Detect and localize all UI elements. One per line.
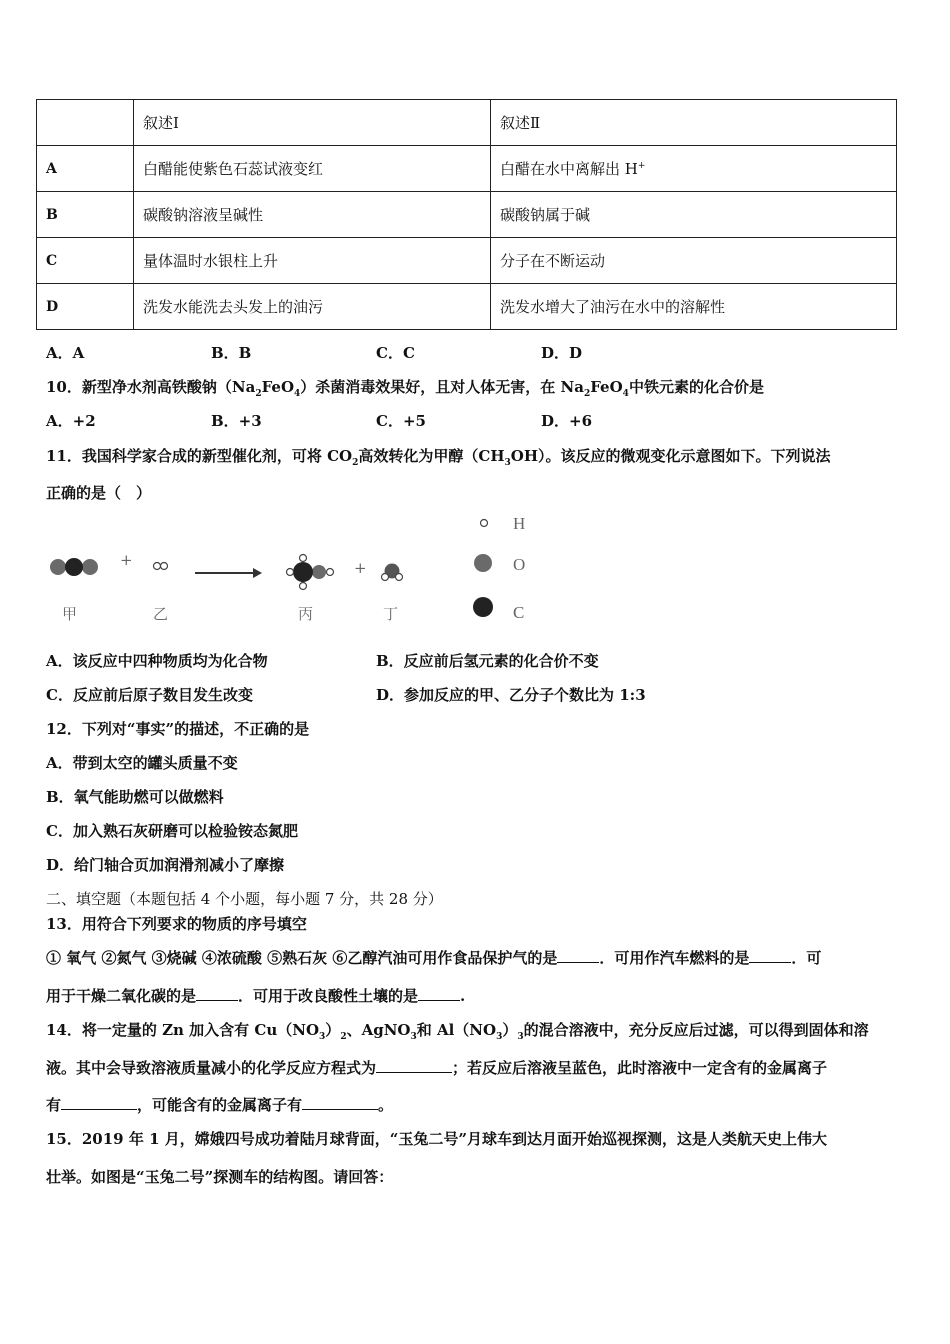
statement-2: 洗发水增大了油污在水中的溶解性 [491, 284, 897, 330]
legend-o: O [513, 555, 526, 574]
q11-option-d: D．参加反应的甲、乙分子个数比为 1:3 [376, 686, 646, 704]
answer-blank[interactable] [749, 948, 791, 963]
q12-option-a: A．带到太空的罐头质量不变 [46, 754, 238, 772]
label-bing: 丙 [298, 605, 314, 623]
statement-1: 量体温时水银柱上升 [134, 238, 491, 284]
answer-blank[interactable] [61, 1095, 137, 1110]
legend-h: H [513, 514, 526, 533]
answer-blank[interactable] [557, 948, 599, 963]
q10-option-a: A．+2 [46, 412, 96, 430]
q12-option-c: C．加入熟石灰研磨可以检验铵态氮肥 [46, 822, 298, 840]
molecule-ding-icon [382, 564, 403, 581]
answer-blank[interactable] [418, 986, 460, 1001]
q14-line2: 液。其中会导致溶液质量减小的化学反应方程式为 ；若反应后溶液呈蓝色，此时溶液中一定含有的金属离子 [46, 1059, 828, 1077]
q12-option-b: B．氧气能助燃可以做燃料 [46, 788, 224, 806]
statement-1: 碳酸钠溶液呈碱性 [134, 192, 491, 238]
row-key: C [37, 238, 134, 284]
statement-2: 碳酸钠属于碱 [491, 192, 897, 238]
q12-option-d: D．给门轴合页加润滑剂减小了摩擦 [46, 856, 285, 874]
q10-option-d: D．+6 [541, 412, 593, 430]
q11-option-a: A．该反应中四种物质均为化合物 [46, 652, 268, 670]
table-header-cell: 叙述Ⅰ [134, 100, 491, 146]
molecule-jia-icon [50, 558, 98, 576]
molecule-yi-icon [154, 563, 168, 570]
table-row [37, 146, 897, 192]
q13-line2: 用于干燥二氧化碳的是 ．可用于改良酸性土壤的是 . [46, 987, 466, 1005]
q10-option-c: C．+5 [376, 412, 426, 430]
reaction-micro-diagram [40, 510, 560, 635]
reaction-arrow-icon [195, 568, 262, 578]
answer-blank[interactable] [196, 986, 238, 1001]
answer-blank[interactable] [302, 1095, 378, 1110]
section-title: 二、填空题（本题包括 4 个小题，每小题 7 分，共 28 分） [46, 890, 443, 908]
q12-stem: 12．下列对“事实”的描述，不正确的是 [46, 720, 310, 738]
table-row [37, 238, 897, 284]
q15-line2: 壮举。如图是“玉兔二号”探测车的结构图。请回答： [46, 1168, 394, 1186]
label-ding: 丁 [383, 605, 399, 623]
q14-line3: 有 ，可能含有的金属离子有 。 [46, 1096, 394, 1114]
carbon-atom-icon [473, 597, 493, 617]
table-header-row [37, 100, 897, 146]
plus-sign: + [354, 559, 367, 577]
statement-2: 分子在不断运动 [491, 238, 897, 284]
hydrogen-atom-icon [481, 520, 488, 527]
statement-2: 白醋在水中离解出 H+ [491, 146, 897, 192]
oxygen-atom-icon [474, 554, 492, 572]
plus-sign: + [120, 551, 133, 569]
q13-stem: 13．用符合下列要求的物质的序号填空 [46, 915, 307, 933]
q9-option-c: C．C [376, 344, 415, 362]
row-key: A [37, 146, 134, 192]
q9-option-a: A．A [46, 344, 85, 362]
q9-statement-table [36, 99, 897, 330]
q14-line1: 14．将一定量的 Zn 加入含有 $Cu(NO_3)_2$、AgNO$_3$和 $Al(NO_3)_3$的混合溶液中，充分反应后过滤，可以得到固体和溶 [46, 1021, 869, 1042]
q15-line1: 15．2019 年 1 月，嫦娥四号成功着陆月球背面，“玉兔二号”月球车到达月面开始巡视探测，这是人类航天史上伟大 [46, 1130, 827, 1148]
q11-option-b: B．反应前后氢元素的化合价不变 [376, 652, 599, 670]
atom-legend [473, 514, 525, 622]
label-yi: 乙 [153, 605, 169, 623]
answer-blank[interactable] [376, 1058, 452, 1073]
statement-1: 洗发水能洗去头发上的油污 [134, 284, 491, 330]
table-header-cell [37, 100, 134, 146]
q9-option-b: B．B [211, 344, 252, 362]
q13-line1: ① 氧气 ②氮气 ③烧碱 ④浓硫酸 ⑤熟石灰 ⑥乙醇汽油可用作食品保护气的是 ．可用作汽车燃料的是 ．可 [46, 949, 822, 967]
q11-option-c: C．反应前后原子数目发生改变 [46, 686, 253, 704]
table-row [37, 192, 897, 238]
q10-option-b: B．+3 [211, 412, 262, 430]
legend-c: C [513, 603, 525, 622]
row-key: D [37, 284, 134, 330]
q11-stem: 11．我国科学家合成的新型催化剂，可将 $CO_2$高效转化为甲醇$(CH_3OH)$。该反应的微观变化示意图如下。下列说法 [46, 447, 831, 468]
label-jia: 甲 [62, 605, 78, 623]
statement-1: 白醋能使紫色石蕊试液变红 [134, 146, 491, 192]
q9-option-d: D．D [541, 344, 583, 362]
table-row [37, 284, 897, 330]
row-key: B [37, 192, 134, 238]
q11-stem-line2: 正确的是（ ） [46, 484, 152, 502]
q10-stem: 10．新型净水剂高铁酸钠$(Na_2FeO_4)$杀菌消毒效果好，且对人体无害，在 $Na_2FeO_4$中铁元素的化合价是 [46, 378, 764, 399]
molecule-bing-icon [287, 555, 334, 590]
table-header-cell: 叙述Ⅱ [491, 100, 897, 146]
